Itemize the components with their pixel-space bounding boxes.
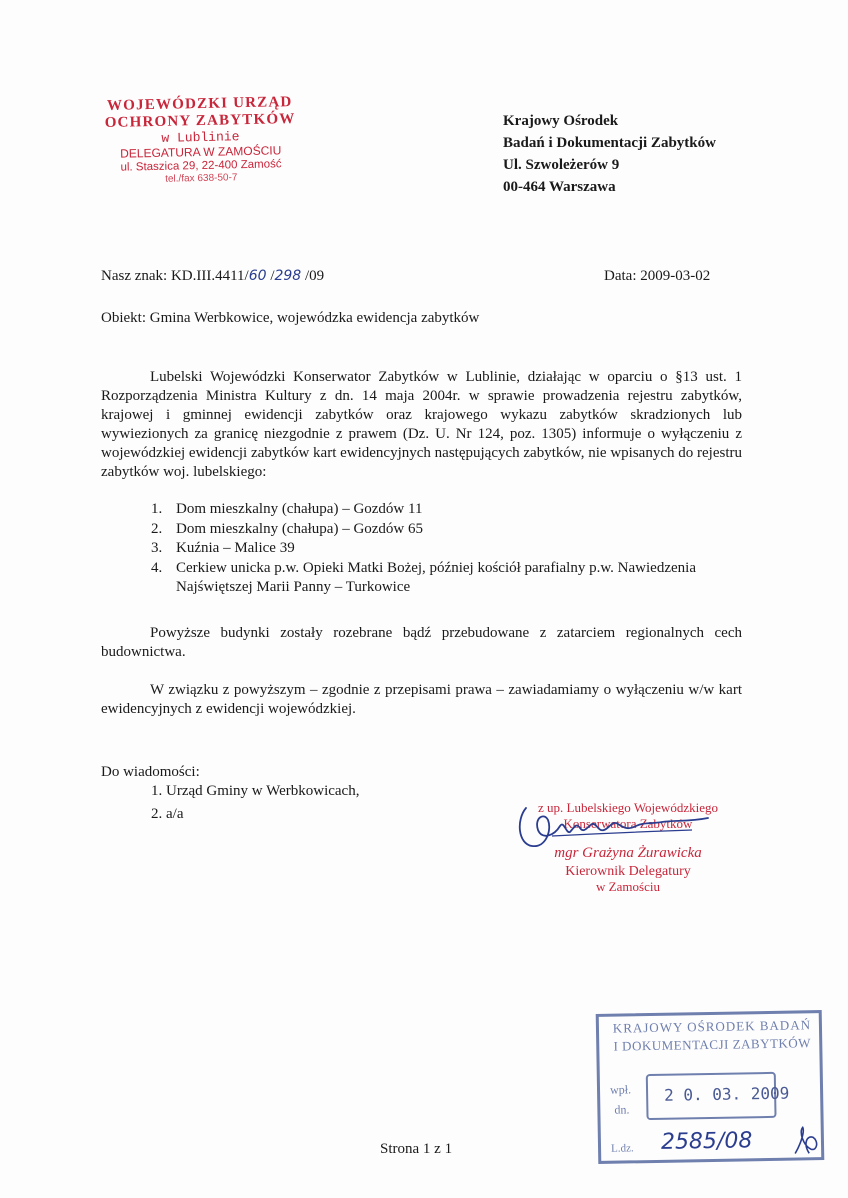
- page-number: Strona 1 z 1: [380, 1141, 453, 1157]
- sender-stamp-line2: OCHRONY ZABYTKÓW: [104, 111, 296, 131]
- ldz-number: 2585/08: [660, 1128, 753, 1155]
- signature-stamp-line2: Konserwatora Zabytków: [563, 816, 693, 831]
- recipient-line4: 00-464 Warszawa: [503, 179, 616, 195]
- reference-separator: /: [266, 268, 275, 284]
- cc-title: Do wiadomości:: [101, 764, 200, 780]
- monument-list: [151, 500, 701, 598]
- received-stamp: [596, 1010, 825, 1164]
- handwritten-signature: [512, 800, 722, 860]
- sender-stamp: [77, 93, 324, 187]
- list-item: [151, 559, 701, 598]
- list-item: [151, 520, 701, 540]
- sender-stamp-line1: WOJEWÓDZKI URZĄD: [106, 94, 293, 114]
- cc-list: [151, 780, 359, 826]
- received-day-label: dn.: [614, 1102, 630, 1117]
- signature-stamp-line4: Kierownik Delegatury: [565, 864, 691, 879]
- reference-handwritten-2: 298: [274, 268, 302, 284]
- reference-number: [101, 268, 324, 285]
- sender-stamp-line6: tel./fax 638-50-7: [165, 172, 238, 185]
- list-item-text: Kuźnia – Malice 39: [176, 540, 295, 556]
- list-item: [151, 539, 701, 559]
- paragraph-1: [101, 368, 742, 482]
- list-item-number: 2.: [151, 520, 163, 537]
- list-item-number: 3.: [151, 540, 163, 556]
- ldz-initials: [791, 1123, 822, 1160]
- list-item-text: Cerkiew unicka p.w. Opieki Matki Bożej, później kościół parafialny p.w. Nawiedzenia Najświętszej Marii Panny – Turkowice: [176, 559, 696, 595]
- recipient-line3: Ul. Szwoleżerów 9: [503, 157, 620, 173]
- sender-stamp-line5: ul. Staszica 29, 22-400 Zamość: [120, 158, 282, 174]
- signature-stamp-line5: w Zamościu: [596, 879, 660, 894]
- subject-line: Obiekt: Gmina Werbkowice, wojewódzka ewidencja zabytków: [101, 310, 480, 326]
- paragraph-2-text: Powyższe budynki zostały rozebrane bądź przebudowane z zatarciem regionalnych cech budownictwa.: [101, 625, 742, 660]
- list-item-text: Dom mieszkalny (chałupa) – Gozdów 65: [176, 520, 424, 537]
- recipient-line2: Badań i Dokumentacji Zabytków: [503, 135, 716, 151]
- received-date: 2 0. 03. 2009: [663, 1083, 790, 1105]
- reference-suffix: /09: [301, 268, 325, 284]
- sender-stamp-line3: w Lublinie: [161, 129, 240, 146]
- paragraph-3-text: W związku z powyższym – zgodnie z przepisami prawa – zawiadamiamy o wyłączeniu w/w kart ewidencyjnych z ewidencji wojewódzkiej.: [101, 682, 742, 717]
- cc-item: 2. a/a: [151, 806, 184, 822]
- sender-stamp-line4: DELEGATURA W ZAMOŚCIU: [120, 143, 282, 161]
- received-stamp-header1: KRAJOWY OŚRODEK BADAŃ: [612, 1017, 812, 1036]
- reference-handwritten-1: 60: [248, 268, 267, 284]
- list-item: [151, 500, 701, 520]
- received-label: wpł.: [609, 1082, 632, 1097]
- recipient-line1: Krajowy Ośrodek: [503, 113, 619, 129]
- ldz-label: L.dz.: [610, 1142, 634, 1155]
- received-stamp-header2: I DOKUMENTACJI ZABYTKÓW: [613, 1035, 812, 1054]
- cc-item: 1. Urząd Gminy w Werbkowicach,: [151, 783, 360, 799]
- signature-stamp-line3: mgr Grażyna Żurawicka: [554, 845, 702, 861]
- paragraph-2: [101, 624, 742, 662]
- paragraph-1-text: Lubelski Wojewódzki Konserwator Zabytków w Lublinie, działając w oparciu o §13 ust. 1 Rozporządzenia Ministra Kultury z dn. 14 maja 2004r. w sprawie prowadzenia rejestru zabytków, krajowej i gminnej ewidencji zabytków oraz krajowego wykazu zabytków skradzionych lub wywiezionych za granicę niezgodnie z prawem (Dz. U. Nr 124, poz. 1305) informuje o wyłączeniu z wojewódzkiej ewidencji zabytków kart ewidencyjnych następujących zabytków, nie wpisanych do rejestru zabytków woj. lubelskiego:: [101, 369, 742, 480]
- recipient-address: [503, 110, 716, 198]
- reference-prefix: Nasz znak: KD.III.4411/: [101, 268, 249, 284]
- letter-date: Data: 2009-03-02: [604, 268, 711, 284]
- list-item-number: 4.: [151, 559, 163, 576]
- paragraph-3: [101, 681, 742, 719]
- list-item-number: 1.: [151, 501, 163, 517]
- signature-stamp-line1: z up. Lubelskiego Wojewódzkiego: [538, 800, 718, 815]
- list-item-text: Dom mieszkalny (chałupa) – Gozdów 11: [176, 501, 423, 517]
